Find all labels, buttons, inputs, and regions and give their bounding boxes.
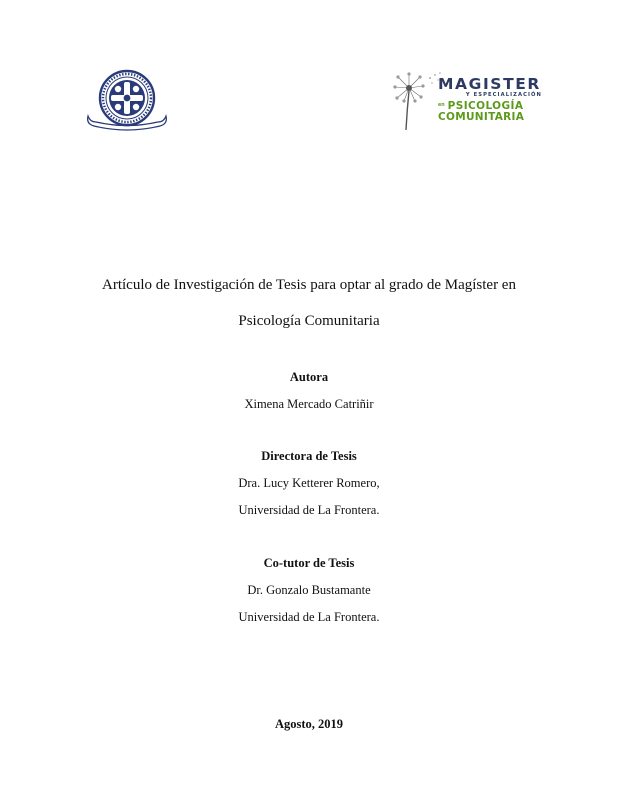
logo-en-text: en (438, 102, 445, 108)
author-heading: Autora (289, 370, 329, 384)
director-heading: Directora de Tesis (261, 449, 357, 463)
dandelion-icon (392, 70, 444, 132)
cotutor-heading: Co-tutor de Tesis (263, 556, 355, 570)
cotutor-affiliation: Universidad de La Frontera. (238, 610, 380, 624)
director-affiliation: Universidad de La Frontera. (238, 503, 380, 517)
director-name: Dra. Lucy Ketterer Romero, (238, 476, 380, 490)
author-name: Ximena Mercado Catriñir (244, 397, 374, 411)
date: Agosto, 2019 (274, 717, 344, 731)
title-line-2: Psicología Comunitaria (238, 313, 380, 329)
program-logo (392, 70, 542, 132)
title-line-1: Artículo de Investigación de Tesis para optar al grado de Magíster en (102, 277, 516, 293)
logo-psicologia-text: PSICOLOGÍA (447, 100, 524, 112)
logo-especializacion-text: Y ESPECIALIZACIÓN (465, 92, 542, 98)
program-logo-text (438, 76, 544, 123)
logo-comunitaria-text: COMUNITARIA (438, 111, 525, 123)
university-seal-icon (84, 68, 170, 134)
logo-magister-text: MAGISTER (438, 75, 541, 93)
cotutor-name: Dr. Gonzalo Bustamante (247, 583, 371, 597)
